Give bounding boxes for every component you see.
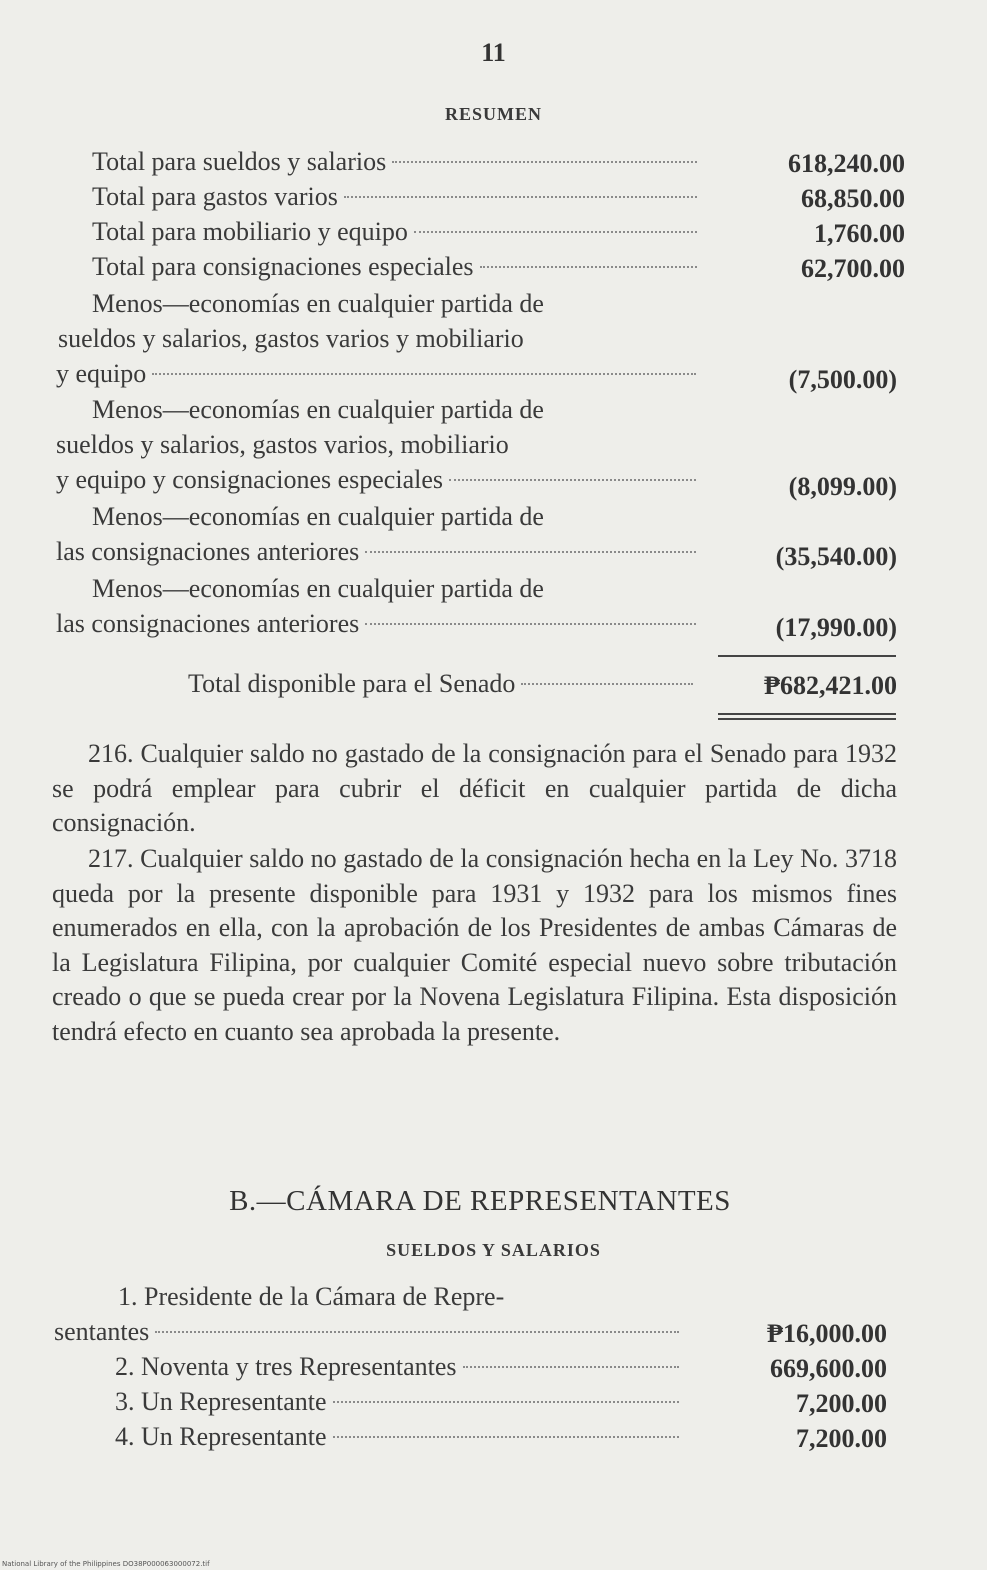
camara-entry-label: 4. Un Representante [115,1420,679,1454]
camara-entry-label: sentantes [54,1315,679,1349]
leader-dots [152,373,696,375]
leader-dots [521,683,693,685]
resumen-heading: RESUMEN [444,104,542,124]
leader-dots [333,1436,679,1438]
resumen-entry-label: Menos—economías en cualquier partida de [92,395,544,424]
resumen-entry-label: Total para gastos varios [92,180,697,214]
resumen-entry-label: y equipo [56,357,696,391]
paragraph-217: 217. Cualquier saldo no gastado de la consignación hecha en la Ley No. 3718 queda por la presente disponible para 1931 y 1932 para los mismos fines enumerados en ella, con la aprobación de los Presidentes de ambas Cámaras de la Legislatura Filipina, por cualquier Comité especial nuevo sobre tributación creado o que se pueda crear por la Novena Legislatura Filipina. Esta disposición tendrá efecto en cuanto sea aprobada la presente. [52,844,897,1046]
total-amount: ₱682,421.00 [764,671,897,700]
resumen-entry-amount: (17,990.00) [775,613,897,642]
camara-entry-label: 2. Noventa y tres Representantes [115,1350,679,1384]
camara-entry-amount: 7,200.00 [796,1424,887,1453]
double-rule-bottom [718,718,896,720]
leader-dots [449,479,696,481]
total-rule [718,655,896,657]
resumen-entry-amount: 618,240.00 [788,149,905,178]
camara-entry-label: 1. Presidente de la Cámara de Repre- [118,1282,505,1311]
camara-subheading: SUELDOS Y SALARIOS [386,1240,601,1260]
resumen-entry-label: Total para sueldos y salarios [92,145,697,179]
leader-dots [463,1366,679,1368]
resumen-entry-label: Menos—economías en cualquier partida de [92,574,544,603]
resumen-entry-label: Menos—economías en cualquier partida de [92,289,544,318]
leader-dots [480,266,697,268]
resumen-entry-amount: 1,760.00 [814,219,905,248]
resumen-entry-label: sueldos y salarios, gastos varios y mobiliario [58,324,524,353]
leader-dots [344,196,697,198]
paragraph-216: 216. Cualquier saldo no gastado de la consignación para el Senado para 1932 se podrá emplear para cubrir el déficit en cualquier partida de dicha consignación. [52,739,897,837]
total-label: Total disponible para el Senado [188,667,693,701]
leader-dots [155,1331,679,1333]
resumen-entry-label: las consignaciones anteriores [56,535,696,569]
leader-dots [333,1401,679,1403]
resumen-entry-amount: 62,700.00 [801,254,905,283]
camara-entry-amount: 669,600.00 [770,1354,887,1383]
leader-dots [365,623,696,625]
resumen-entry-label: las consignaciones anteriores [56,607,696,641]
resumen-entry-amount: (35,540.00) [775,542,897,571]
resumen-entry-label: sueldos y salarios, gastos varios, mobiliario [56,430,509,459]
scan-footer: National Library of the Philippines DO38P000063000072.tif [2,1560,210,1568]
resumen-entry-label: Menos—economías en cualquier partida de [92,502,544,531]
page-number: 11 [481,38,506,67]
resumen-entry-label: Total para consignaciones especiales [92,250,697,284]
resumen-entry-label: y equipo y consignaciones especiales [56,463,696,497]
resumen-entry-label: Total para mobiliario y equipo [92,215,697,249]
double-rule-top [718,713,896,715]
camara-entry-amount: 7,200.00 [796,1389,887,1418]
resumen-entry-amount: (7,500.00) [788,365,897,394]
resumen-entry-amount: (8,099.00) [788,472,897,501]
leader-dots [414,231,697,233]
leader-dots [365,551,696,553]
camara-entry-label: 3. Un Representante [115,1385,679,1419]
leader-dots [392,161,697,163]
camara-entry-amount: ₱16,000.00 [767,1319,887,1348]
camara-heading: B.—CÁMARA DE REPRESENTANTES [229,1185,731,1217]
resumen-entry-amount: 68,850.00 [801,184,905,213]
